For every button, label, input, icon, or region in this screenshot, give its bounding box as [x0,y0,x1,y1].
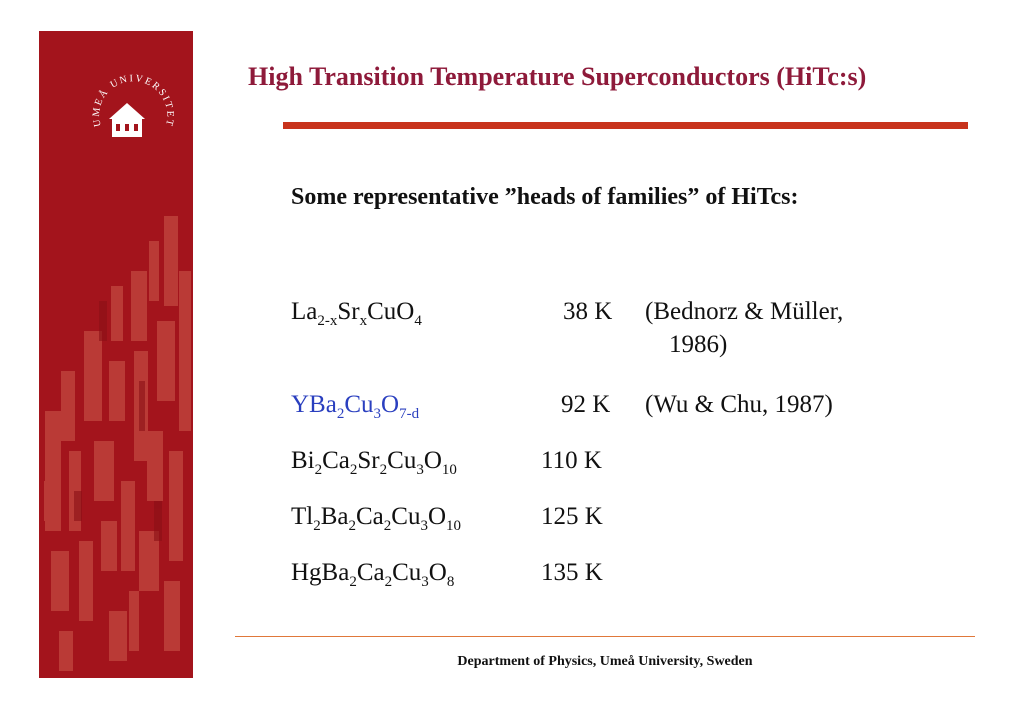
formula-text: Ba [320,503,349,530]
formula-text: Cu [392,559,422,586]
formula-text: Cu [344,391,374,418]
formula-subscript: 2 [313,518,321,534]
formula-text: Sr [357,447,380,474]
critical-temperature: 125 K [541,503,603,530]
footer-divider [235,636,975,637]
formula-subscript: 7-d [399,406,420,422]
formula-text: Ca [356,559,385,586]
compound-row [291,298,844,358]
formula-subscript: 8 [446,574,455,590]
formula-text: HgBa [291,559,350,586]
formula-subscript: 2 [383,518,392,534]
logo-text: UMEÅ UNIVERSITET [90,73,176,129]
discovery-reference: (Wu & Chu, 1987) [645,391,833,418]
formula-subscript: 2 [314,462,323,478]
university-logo [91,73,175,143]
formula-subscript: x [359,313,368,329]
slide-subtitle: Some representative ”heads of families” of HiTcs: [291,184,799,210]
formula-text: Cu [387,447,417,474]
formula-subscript: 3 [420,518,428,534]
formula-text: CuO [367,298,415,325]
compound-formula [291,447,457,478]
compound-formula [291,559,455,590]
sidebar-banner [39,31,193,678]
formula-text: Sr [337,298,360,325]
formula-subscript: 3 [421,574,429,590]
formula-text: Ca [322,447,350,474]
formula-subscript: 2 [379,462,388,478]
sidebar-texture [44,216,191,671]
formula-text: O [427,503,447,530]
formula-subscript: 2 [336,406,345,422]
formula-text: La [291,298,318,325]
slide-title: High Transition Temperature Superconductors (HiTc:s) [248,62,867,91]
critical-temperature: 135 K [541,559,603,586]
formula-text: Bi [291,447,315,474]
formula-text: O [423,447,442,474]
formula-subscript: 4 [414,313,422,329]
formula-subscript: 2 [349,462,358,478]
compound-row [291,391,833,422]
formula-text: Tl [291,503,314,530]
formula-subscript: 3 [373,406,382,422]
discovery-reference: (Bednorz & Müller, [645,298,844,325]
critical-temperature: 110 K [541,447,602,474]
compound-formula [291,503,462,534]
formula-text: Ca [356,503,384,530]
formula-subscript: 10 [446,518,462,534]
compound-row [291,559,603,590]
formula-subscript: 2 [384,574,393,590]
formula-text: O [381,391,400,418]
slide-footer: Department of Physics, Umeå University, Sweden [457,654,753,669]
compound-formula [291,391,420,422]
compound-row [291,503,603,534]
formula-text: O [428,559,447,586]
compound-row [291,447,602,478]
sidebar-decoration [39,31,193,678]
compound-formula [291,298,422,329]
formula-text: YBa [291,391,337,418]
formula-text: Cu [391,503,421,530]
formula-subscript: 2 [348,518,356,534]
title-underline [283,122,968,129]
formula-subscript: 2 [349,574,357,590]
discovery-reference-continued: 1986) [669,331,728,358]
formula-subscript: 10 [441,462,457,478]
critical-temperature: 38 K [563,298,613,325]
formula-subscript: 2-x [317,313,338,329]
formula-subscript: 3 [416,462,424,478]
critical-temperature: 92 K [561,391,611,418]
